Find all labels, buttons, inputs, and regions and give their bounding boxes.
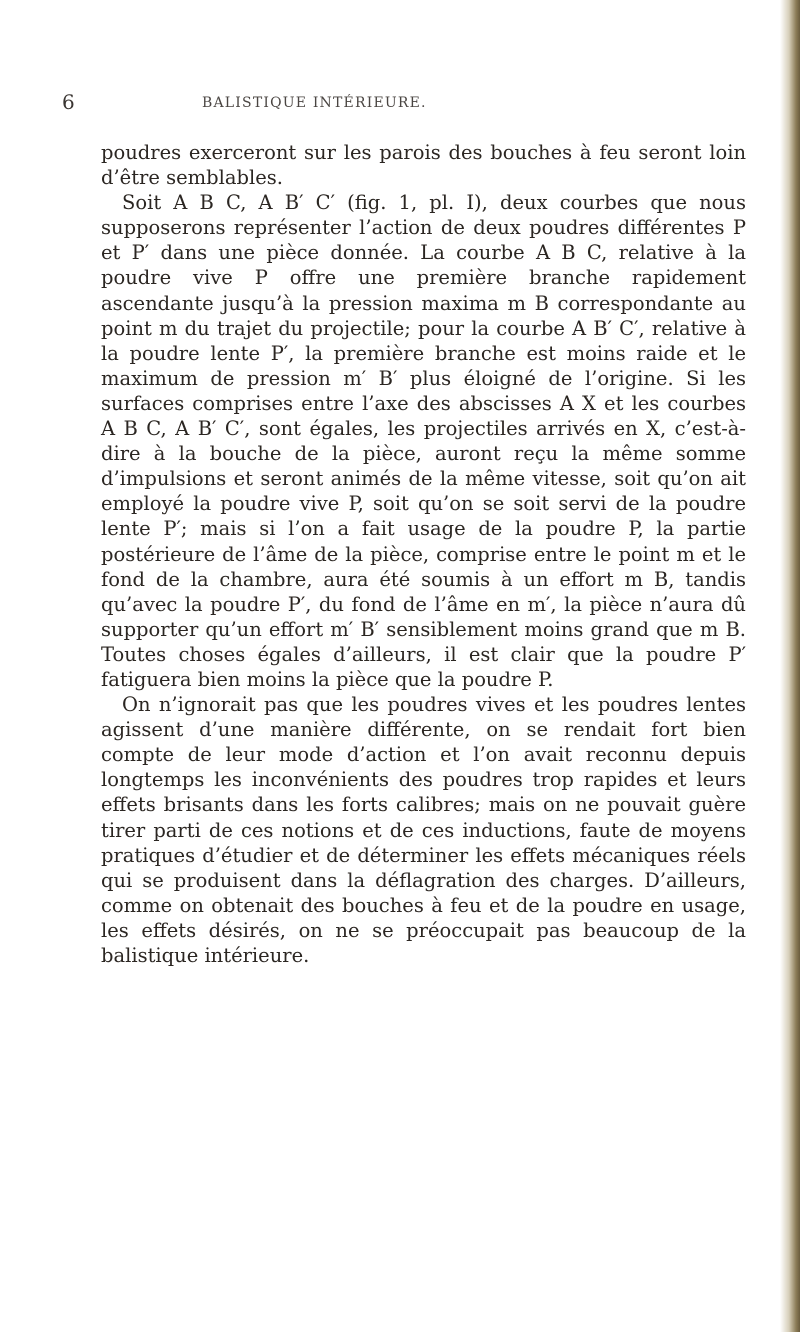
paragraph-curves: Soit A B C, A B′ C′ (fig. 1, pl. I), deux courbes que nous supposerons représenter l’action de deux poudres différentes P et P′ dans une pièce donnée. La courbe A B C, relative à la poudre vive P offre une première branche rapidement ascendante jusqu’à la pression maxima m B correspondante au point m du trajet du projectile; pour la courbe A B′ C′, relative à la poudre lente P′, la première branche est moins raide et le maximum de pression m′ B′ plus éloigné de l’origine. Si les surfaces comprises entre l’axe des abscisses A X et les courbes A B C, A B′ C′, sont égales, les projectiles arrivés en X, c’est-à-dire à la bouche de la pièce, auront reçu la même somme d’impulsions et seront animés de la même vitesse, soit qu’on ait employé la poudre vive P, soit qu’on se soit servi de la poudre lente P′; mais si l’on a fait usage de la poudre P, la partie postérieure de l’âme de la pièce, comprise entre le point m et le fond de la chambre, aura été soumis à un effort m B, tandis qu’avec la poudre P′, du fond de l’âme en m′, la pièce n’aura dû supporter qu’un effort m′ B′ sensiblement moins grand que m B. Toutes choses égales d’ailleurs, il est clair que la poudre P′ fatiguera bien moins la pièce que la poudre P. xyxy=(101,191,746,691)
running-head: BALISTIQUE INTÉRIEURE. xyxy=(202,95,427,111)
page-edge-shadow xyxy=(780,0,800,1332)
page-number: 6 xyxy=(62,90,75,114)
page-header xyxy=(62,90,782,120)
body-text xyxy=(101,140,746,968)
paragraph-history: On n’ignorait pas que les poudres vives et les poudres lentes agissent d’une manière différente, on se rendait fort bien compte de leur mode d’action et l’on avait reconnu depuis longtemps les inconvénients des poudres trop rapides et leurs effets brisants dans les forts calibres; mais on ne pouvait guère tirer parti de ces notions et de ces inductions, faute de moyens pratiques d’étudier et de déterminer les effets mécaniques réels qui se produisent dans la déflagration des charges. D’ailleurs, comme on obtenait des bouches à feu et de la poudre en usage, les effets désirés, on ne se préoccupait pas beaucoup de la balistique intérieure. xyxy=(101,693,746,967)
paragraph-continuation: poudres exerceront sur les parois des bouches à feu seront loin d’être semblables. xyxy=(101,141,746,190)
